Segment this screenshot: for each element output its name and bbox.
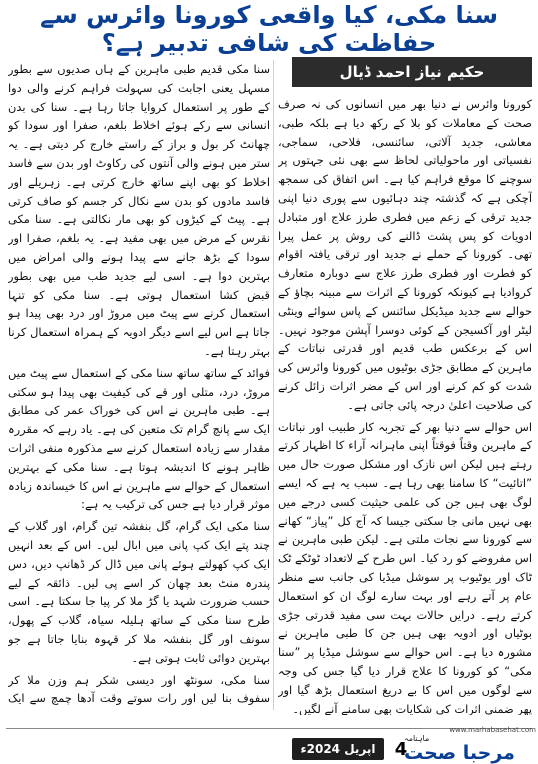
left-column — [8, 60, 270, 710]
paragraph: سنا مکی ایک گرام، گل بنفشہ تین گرام، اور گلاب کے چند پتے ایک کپ پانی میں ابال لیں۔ اس کے بعد انہیں ایک کپ کھولتے ہوئے پانی میں ڈال کر ڈھانپ دیں، دس پندرہ منٹ بعد چھان کر اسے پی لیں۔ ذائقہ کے لیے حسب ضرورت شہد یا گڑ ملا کر پیا جا سکتا ہے۔ اسی طرح سنا مکی کے ساتھ ہلیلہ سیاہ، گلاب کے پھول، سونف اور گل بنفشہ ملا کر قہوہ بنایا جاتا ہے جو بہترین دوائی ثابت ہوتی ہے۔ — [8, 519, 270, 665]
magazine-masthead — [404, 734, 530, 762]
page-footer — [0, 726, 538, 764]
author-byline: حکیم نیاز احمد ڈیال — [292, 57, 532, 87]
page-number: 4 — [394, 738, 408, 760]
paragraph: اس حوالے سے دنیا بھر کے تجربہ کار طبیب اور نباتات کے ماہرین وقتاً فوقتاً اپنی ماہرانہ آراء کا اظہار کرتے رہتے ہیں لیکن اس نازک اور مشکل صورت حال میں ”اتائیت“ کا سامنا بھی رہا ہے۔ سبب یہ ہے کہ ایسے لوگ بھی ہیں جن کی علمی حیثیت کسی درجے میں بھی نہیں مانی جا سکتی جیسا کہ آج کل ”پیاز“ کھانے سے کورونا سے نجات ملتی ہے۔ لیکن طبی ماہرین نے اس مفروضے کو رد کیا۔ اس طرح کے لاتعداد ٹوٹکے ٹک ٹاک اور یوٹیوب پر سوشل میڈیا کی جانب سے منظر عام پر آتے رہے اور بہت سارے لوگ ان کو استعمال کرتے رہے۔ درایں حالات بہت سی مفید قدرتی جڑی بوٹیاں اور ادویہ بھی ہیں جن کا طبی ماہرین نے مشورہ دیا ہے۔ اس حوالے سے سوشل میڈیا پر ”سنا مکی“ کو کورونا کا علاج قرار دیا گیا جس کی وجہ سے لوگوں میں اس کا بے دریغ استعمال بڑھ گیا اور پھر ضمنی اثرات کی شکایات بھی سامنے آنے لگیں۔ — [278, 419, 532, 715]
paragraph: فوائد کے ساتھ ساتھ سنا مکی کے استعمال سے پیٹ میں مروڑ، درد، متلی اور قے کی کیفیت بھی پیدا ہو سکتی ہے۔ طبی ماہرین نے اس کی خوراک عمر کی مطابق ایک سے پانچ گرام تک متعین کی ہے۔ یاد رہے کہ مقررہ مقدار سے زیادہ استعمال کرنے سے مذکورہ منفی اثرات ظاہر ہونے کا اندیشہ ہوتا ہے۔ سنا مکی کے بہترین استعمال کے حوالے سے ماہرین نے اس کا خیساندہ زیادہ موثر قرار دیا ہے جس کی ترکیب یہ ہے: — [8, 365, 270, 512]
masthead-title: مرحبا صحت — [404, 742, 515, 764]
column-divider — [273, 60, 274, 710]
issue-date: اپریل 2024ء — [292, 738, 384, 760]
right-column — [278, 95, 532, 715]
paragraph: کورونا وائرس نے دنیا بھر میں انسانوں کی نہ صرف صحت کے معاملات کو بلا کے رکھ دیا ہے بلکہ طبی، معاشی، جدید آلاتی، سائنسی، فلاحی، سماجی، نفسیاتی اور ماحولیاتی لحاظ سے بھی نئی جہتوں پر سوچنے کا موقع فراہم کیا ہے۔ اس اتفاق کی سمجھ آچکی ہے کہ گذشتہ چند دہائیوں سے پوری دنیا اپنی جدید ترقی کے زعم میں فطری طرز علاج اور متبادل ادویات کو پس پشت ڈالنے کی روش پر عمل پیرا تھی۔ کورونا کے حملے نے جدید اور ترقی یافتہ اقوام کو فطرت اور فطری طرز علاج سے دوبارہ متعارف کروادیا ہے کیونکہ کورونا کے اثرات سے مبینہ بچاؤ کے حوالے سے جدید میڈیکل سائنس کے پاس سوائے وینٹی لیٹر اور آکسیجن کے کوئی دوسرا آپشن موجود نہیں۔ اس کے برعکس طب قدیم اور قدرتی نباتات کے ماہرین کے مطابق جڑی بوٹیوں میں کورونا وائرس کی شدت کو کم کرنے اور اس کے مضر اثرات زائل کرنے کی صلاحیت اعلیٰ درجہ پائی جاتی ہے۔ — [278, 97, 532, 412]
website-url: www.marhabasehat.com — [449, 726, 536, 734]
article-headline: سنا مکی، کیا واقعی کورونا وائرس سے حفاظت کی شافی تدبیر ہے؟ — [40, 1, 498, 57]
paragraph: سنا مکی قدیم طبی ماہرین کے ہاں صدیوں سے بطور مسہل یعنی اجابت کی سہولت فراہم کرنے والی دوا کے طور پر استعمال کروایا جاتا رہا ہے۔ سنا کی بدن انسانی سے رکے ہوئے اخلاط بلغم، صفرا اور سودا کو چھانٹ کر بول و براز کے راستے خارج کر دیتی ہے۔ یہ ستر میں ہونے والی آنتوں کی رکاوٹ اور بدن سے فاسد اخلاط کو بھی اپنے ساتھ خارج کرتی ہے۔ زہریلے اور فاسد مادوں کو بدن سے نکال کر جسم کو صاف کرتی ہے۔ پیٹ کے کیڑوں کو بھی مار نکالتی ہے۔ سنا مکی نقرس کے مرض میں بھی مفید ہے۔ یہ بلغم، صفرا اور سودا کے بڑھ جانے سے پیدا ہونے والی امراض میں بہترین دوا ہے۔ اسی لیے جدید طب میں بھی بطور قبض کشا استعمال ہوتی ہے۔ سنا مکی کو تنہا استعمال کرنے سے پیٹ میں مروڑ اور درد بھی پیدا ہو جاتا ہے اس لیے اسے دیگر ادویہ کے ہمراہ استعمال کرنا بہتر رہتا ہے۔ — [8, 62, 270, 358]
paragraph: سنا مکی، سونٹھ اور دیسی شکر ہم وزن ملا کر سفوف بنا لیں اور رات سوتے وقت آدھا چمچ سے ایک — [8, 672, 270, 706]
masthead-subtitle: ماہنامہ — [404, 734, 430, 743]
